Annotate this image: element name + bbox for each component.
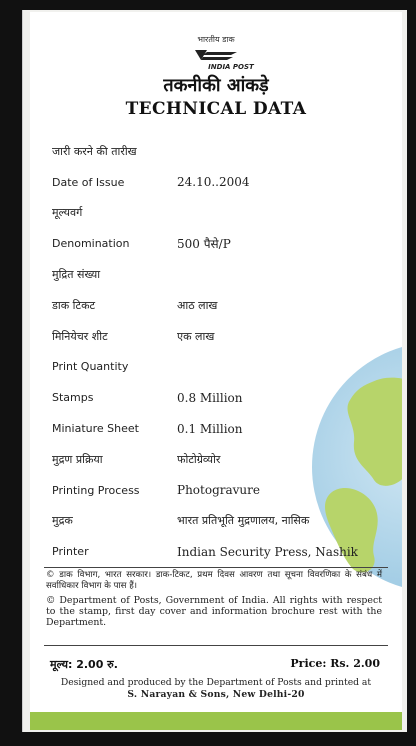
row-value: 24.10..2004 <box>177 175 250 190</box>
row-value: 0.8 Million <box>177 390 243 405</box>
row-label: मुद्रित संख्या <box>52 268 101 282</box>
row-label: Denomination <box>52 237 130 251</box>
row-label: Printer <box>52 545 89 559</box>
row-value: आठ लाख <box>177 298 218 312</box>
row-label: डाक टिकट <box>52 298 96 312</box>
row-label: मुद्रक <box>52 514 73 528</box>
technical-data-table <box>52 136 392 567</box>
data-row <box>52 352 392 383</box>
brochure-page <box>30 12 402 730</box>
row-label: Miniature Sheet <box>52 422 139 436</box>
data-row <box>52 444 392 475</box>
row-value: Indian Security Press, Nashik <box>177 544 358 559</box>
copyright-english: © Department of Posts, Government of India. All rights with respect to the stamp, first day cover and information brochure rest with the Department. <box>46 595 382 628</box>
row-label: Stamps <box>52 391 94 405</box>
row-value: फोटोग्रेव्योर <box>177 452 221 466</box>
row-value: 500 पैसे/P <box>177 237 231 252</box>
row-value: एक लाख <box>177 329 215 343</box>
data-row <box>52 136 392 167</box>
header <box>30 34 402 119</box>
divider-bottom <box>44 645 388 646</box>
data-row <box>52 506 392 537</box>
title-hindi: तकनीकी आंकड़े <box>163 75 269 96</box>
row-label: मुद्रण प्रक्रिया <box>52 452 103 466</box>
title-english: TECHNICAL DATA <box>125 99 307 119</box>
row-label: Printing Process <box>52 483 140 497</box>
logo-hindi-text: भारतीय डाक <box>197 35 235 44</box>
logo-english-text: INDIA POST <box>208 63 254 71</box>
data-row <box>52 382 392 413</box>
price-line <box>50 657 380 672</box>
data-row <box>52 413 392 444</box>
data-row <box>52 475 392 506</box>
row-value: भारत प्रतिभूति मुद्रणालय, नासिक <box>177 514 310 528</box>
row-label: Print Quantity <box>52 360 129 374</box>
data-row <box>52 290 392 321</box>
green-strip <box>30 712 402 730</box>
credit-line: Designed and produced by the Department of Posts and printed at <box>60 677 372 688</box>
data-row <box>52 536 392 567</box>
credit-block <box>30 677 402 701</box>
row-value: Photogravure <box>177 483 260 498</box>
row-value: 0.1 Million <box>177 421 243 436</box>
printer-name: S. Narayan & Sons, New Delhi-20 <box>127 689 305 700</box>
data-row <box>52 198 392 229</box>
row-label: जारी करने की तारीख <box>52 144 137 158</box>
india-post-logo-icon <box>193 47 239 63</box>
data-row <box>52 259 392 290</box>
data-row <box>52 321 392 352</box>
data-row <box>52 228 392 259</box>
divider-top <box>44 567 388 568</box>
copyright-notes <box>46 570 382 631</box>
copyright-hindi: © डाक विभाग, भारत सरकार। डाक-टिकट, प्रथम दिवस आवरण तथा सूचना विवरणिका के संबंध में सर्वाधिकार विभाग के पास हैं। <box>46 570 382 591</box>
price-english: Price: Rs. 2.00 <box>290 657 380 670</box>
price-hindi: मूल्य: 2.00 रु. <box>50 658 118 671</box>
row-label: मूल्यवर्ग <box>52 206 83 220</box>
row-label: मिनियेचर शीट <box>52 329 108 343</box>
data-row <box>52 167 392 198</box>
row-label: Date of Issue <box>52 175 125 189</box>
